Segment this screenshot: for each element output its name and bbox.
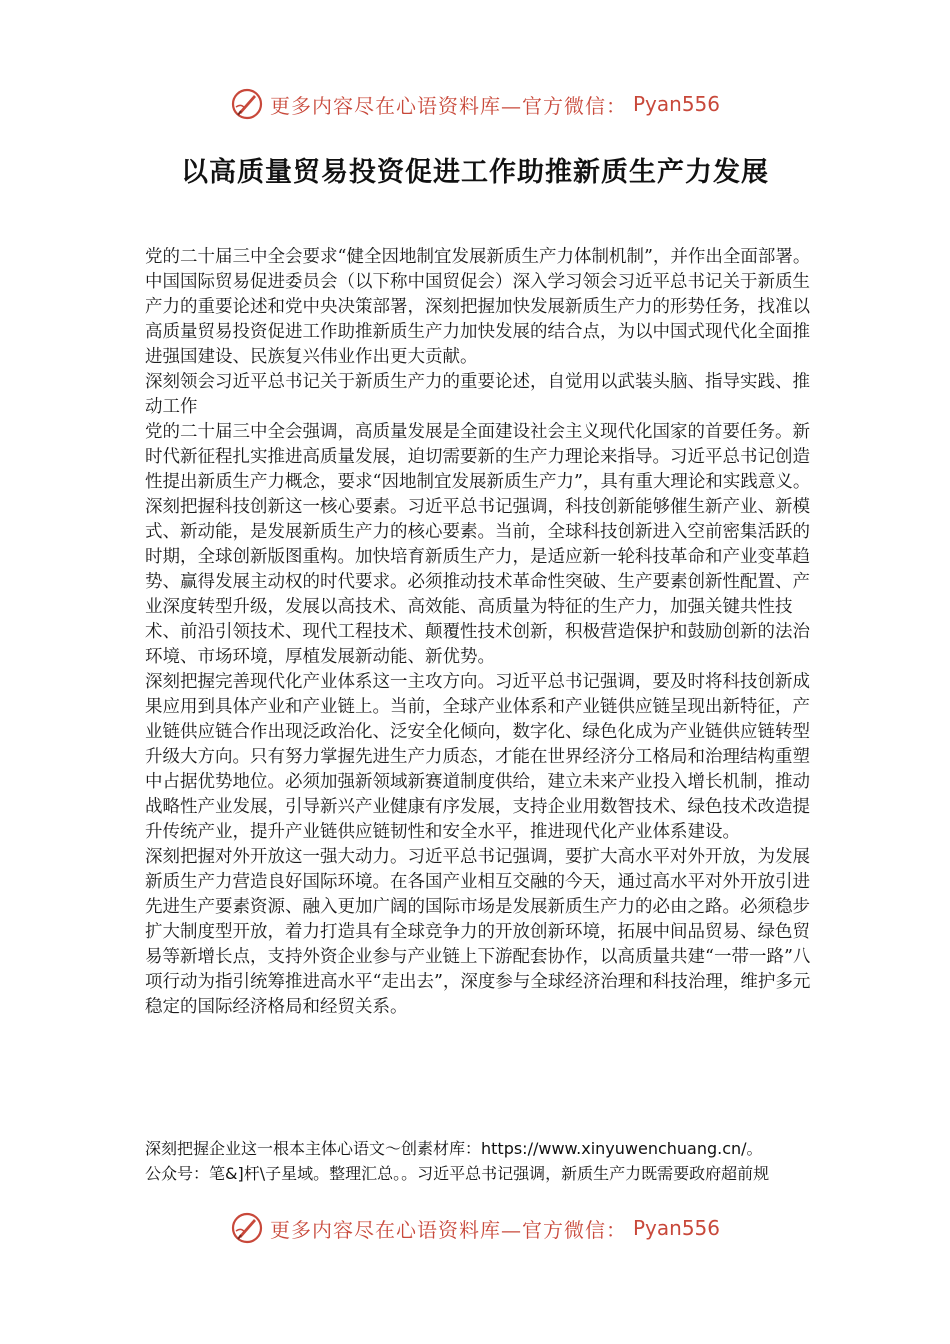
banner-text: 更多内容尽在心语资料库—官方微信： bbox=[269, 1217, 627, 1242]
footer-note-line: 公众号：笔&]杆\子星域。整理汇总。。习近平总书记强调，新质生产力既需要政府超前规 bbox=[145, 1164, 770, 1183]
paragraph: 深刻把握科技创新这一核心要素。习近平总书记强调，科技创新能够催生新产业、新模式、新动能，是发展新质生产力的核心要素。当前，全球科技创新进入空前密集活跃的时期，全球创新版图重构。加快培育新质生产力，是适应新一轮科技革命和产业变革趋势、赢得发展主动权的时代要求。必须推动技术革命性突破、生产要素创新性配置、产业深度转型升级，发展以高技术、高效能、高质量为特征的生产力，加强关键共性技术、前沿引领技术、现代工程技术、颠覆性技术创新，积极营造保护和鼓励创新的法治环境、市场环境，厚植发展新动能、新优势。 bbox=[145, 497, 810, 667]
header-banner bbox=[0, 84, 950, 124]
quill-pen-logo-icon bbox=[230, 1211, 264, 1245]
banner-wechat-id: Pyan556 bbox=[632, 1216, 720, 1240]
section-heading: 深刻领会习近平总书记关于新质生产力的重要论述，自觉用以武装头脑、指导实践、推动工作 bbox=[145, 372, 810, 417]
paragraph: 党的二十届三中全会强调，高质量发展是全面建设社会主义现代化国家的首要任务。新时代新征程扎实推进高质量发展，迫切需要新的生产力理论来指导。习近平总书记创造性提出新质生产力概念，要求“因地制宜发展新质生产力”，具有重大理论和实践意义。 bbox=[145, 422, 811, 492]
footer-note-line: 深刻把握企业这一根本主体心语文～创素材库：https://www.xinyuwenchuang.cn/。 bbox=[145, 1139, 763, 1158]
banner-wechat-id: Pyan556 bbox=[632, 92, 720, 116]
document-title: 以高质量贸易投资促进工作助推新质生产力发展 bbox=[181, 157, 769, 188]
document-body bbox=[145, 245, 825, 1020]
footer-banner bbox=[0, 1208, 950, 1248]
quill-pen-logo-icon bbox=[230, 87, 264, 121]
banner-text: 更多内容尽在心语资料库—官方微信： bbox=[269, 93, 627, 118]
paragraph: 党的二十届三中全会要求“健全因地制宜发展新质生产力体制机制”，并作出全面部署。中国国际贸易促进委员会（以下称中国贸促会）深入学习领会习近平总书记关于新质生产力的重要论述和党中央决策部署，深刻把握加快发展新质生产力的形势任务，找准以高质量贸易投资促进工作助推新质生产力加快发展的结合点，为以中国式现代化全面推进强国建设、民族复兴伟业作出更大贡献。 bbox=[145, 247, 811, 367]
paragraph: 深刻把握对外开放这一强大动力。习近平总书记强调，要扩大高水平对外开放，为发展新质生产力营造良好国际环境。在各国产业相互交融的今天，通过高水平对外开放引进先进生产要素资源、融入更加广阔的国际市场是发展新质生产力的必由之路。必须稳步扩大制度型开放，着力打造具有全球竞争力的开放创新环境，拓展中间品贸易、绿色贸易等新增长点，支持外资企业参与产业链上下游配套协作，以高质量共建“一带一路”八项行动为指引统筹推进高水平“走出去”，深度参与全球经济治理和科技治理，维护多元稳定的国际经济格局和经贸关系。 bbox=[145, 847, 811, 1017]
paragraph: 深刻把握完善现代化产业体系这一主攻方向。习近平总书记强调，要及时将科技创新成果应用到具体产业和产业链上。当前，全球产业体系和产业链供应链呈现出新特征，产业链供应链合作出现泛政治化、泛安全化倾向，数字化、绿色化成为产业链供应链转型升级大方向。只有努力掌握先进生产力质态，才能在世界经济分工格局和治理结构重塑中占据优势地位。必须加强新领域新赛道制度供给，建立未来产业投入增长机制，推动战略性产业发展，引导新兴产业健康有序发展，支持企业用数智技术、绿色技术改造提升传统产业，提升产业链供应链韧性和安全水平，推进现代化产业体系建设。 bbox=[145, 672, 810, 842]
